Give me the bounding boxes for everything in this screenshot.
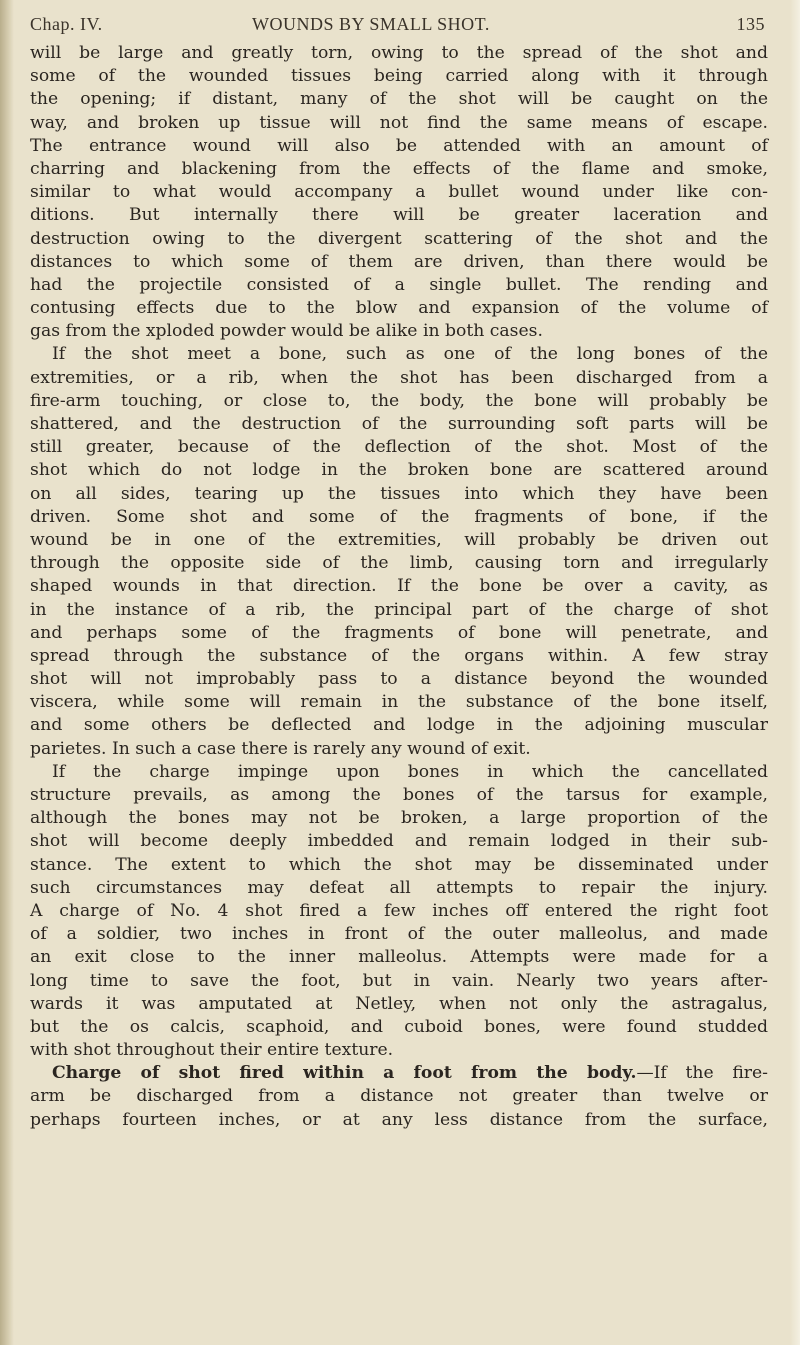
text-line: in the instance of a rib, the principal part of the charge of shot (30, 599, 768, 620)
text-line: destruction owing to the divergent scattering of the shot and the (30, 228, 768, 249)
text-line: spread through the substance of the organs within. A few stray (30, 645, 768, 666)
text-line: charring and blackening from the effects of the flame and smoke, (30, 158, 768, 179)
paragraph-start-line: If the shot meet a bone, such as one of the long bones of the (52, 344, 768, 365)
text-line: an exit close to the inner malleolus. Attempts were made for a (30, 947, 768, 968)
text-line: wards it was amputated at Netley, when not only the astragalus, (30, 993, 768, 1014)
text-line: A charge of No. 4 shot fired a few inches off entered the right foot (30, 900, 768, 921)
run-in-heading: Charge of shot fired within a foot from the body. (52, 1063, 637, 1084)
text-line: with shot throughout their entire texture. (30, 1040, 394, 1061)
paragraph-start-line: If the charge impinge upon bones in which the cancellated (52, 761, 768, 782)
text-line: such circumstances may defeat all attempts to repair the injury. (30, 877, 768, 898)
text-line: The entrance wound will also be attended with an amount of (30, 135, 768, 156)
text-line: extremities, or a rib, when the shot has been discharged from a (30, 367, 768, 388)
running-title: WOUNDS BY SMALL SHOT. (252, 14, 490, 34)
text-line: had the projectile consisted of a single bullet. The rending and (30, 274, 768, 295)
text-line: perhaps fourteen inches, or at any less distance from the surface, (30, 1109, 768, 1130)
text-line: shattered, and the destruction of the surrounding soft parts will be (30, 414, 768, 434)
text-line: shot will not improbably pass to a distance beyond the wounded (30, 669, 768, 690)
chapter-label: Chap. IV. (30, 14, 103, 34)
running-head (22, 14, 777, 40)
text-line: viscera, while some will remain in the substance of the bone itself, (30, 692, 768, 713)
text-line: wound be in one of the extremities, will probably be driven out (30, 529, 768, 550)
text-line: shot will become deeply imbedded and remain lodged in their sub- (30, 831, 768, 852)
text-line: and perhaps some of the fragments of bone will penetrate, and (30, 622, 768, 643)
text-line: structure prevails, as among the bones of the tarsus for example, (30, 785, 768, 805)
run-in-continuation: —If the fire- (636, 1063, 768, 1084)
text-line: shot which do not lodge in the broken bone are scattered around (30, 460, 768, 481)
text-line: and some others be deflected and lodge in the adjoining muscular (30, 715, 768, 736)
text-line: shaped wounds in that direction. If the bone be over a cavity, as (30, 576, 768, 597)
text-line: similar to what would accompany a bullet wound under like con- (30, 182, 768, 203)
text-line: on all sides, tearing up the tissues into which they have been (30, 483, 768, 504)
text-line: gas from the xploded powder would be alike in both cases. (30, 321, 543, 342)
text-line: still greater, because of the deflection of the shot. Most of the (30, 437, 768, 458)
text-line: the opening; if distant, many of the shot will be caught on the (30, 89, 768, 110)
text-line: long time to save the foot, but in vain. Nearly two years after- (30, 970, 768, 991)
text-line: fire-arm touching, or close to, the body, the bone will probably be (30, 390, 768, 411)
text-line: but the os calcis, scaphoid, and cuboid bones, were found studded (30, 1016, 768, 1037)
text-line: driven. Some shot and some of the fragments of bone, if the (30, 506, 768, 527)
body-text (30, 42, 768, 1132)
text-line: although the bones may not be broken, a large proportion of the (30, 808, 768, 829)
text-line: stance. The extent to which the shot may be disseminated under (30, 854, 768, 875)
text-line: parietes. In such a case there is rarely any wound of exit. (30, 738, 531, 759)
text-line: through the opposite side of the limb, causing torn and irregularly (30, 553, 768, 574)
paragraph-start-line (30, 1062, 768, 1085)
text-line: way, and broken up tissue will not find the same means of escape. (30, 112, 768, 133)
text-line: will be large and greatly torn, owing to the spread of the shot and (30, 43, 768, 63)
text-line: arm be discharged from a distance not greater than twelve or (30, 1086, 768, 1107)
page-number: 135 (736, 14, 765, 34)
text-line: contusing effects due to the blow and expansion of the volume of (30, 298, 768, 319)
text-line: distances to which some of them are driven, than there would be (30, 251, 768, 272)
text-line: some of the wounded tissues being carried along with it through (30, 66, 768, 87)
text-line: of a soldier, two inches in front of the outer malleolus, and made (30, 924, 768, 945)
text-line: ditions. But internally there will be greater laceration and (30, 205, 768, 226)
